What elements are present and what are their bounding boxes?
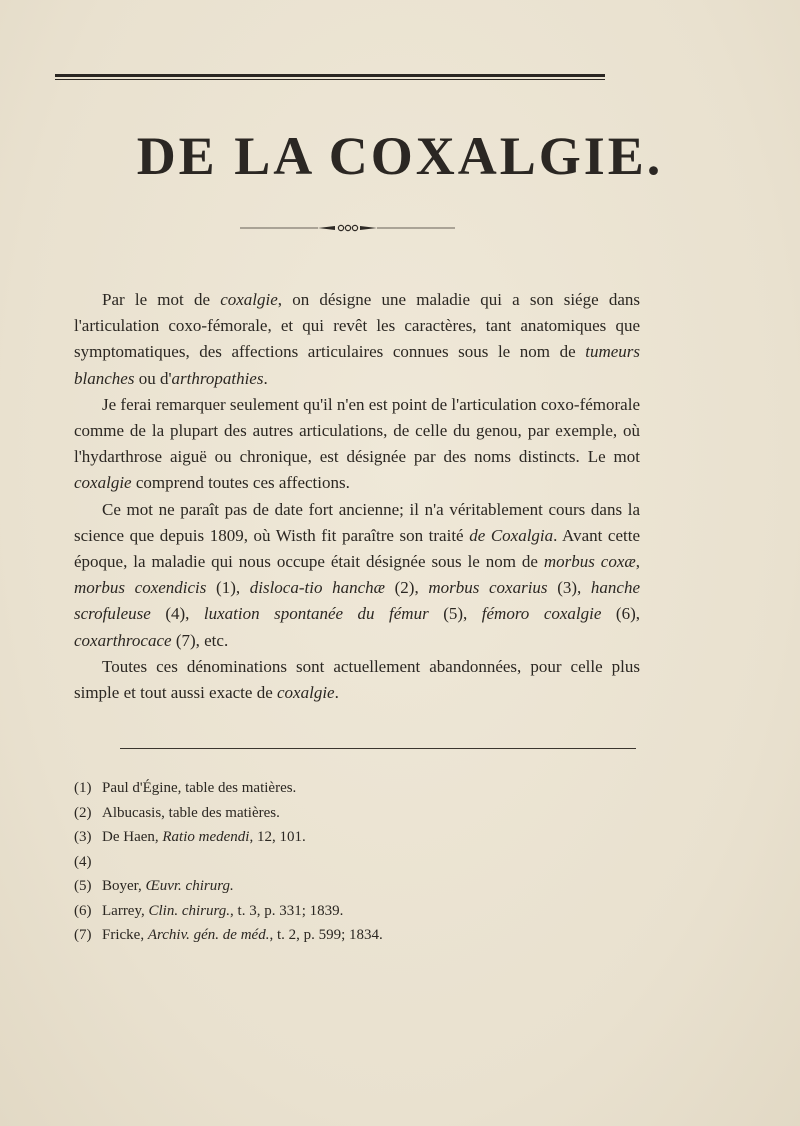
italic-text: Ratio medendi bbox=[162, 829, 250, 845]
italic-text: morbus coxendicis bbox=[74, 578, 207, 598]
italic-text: arthropathies bbox=[171, 368, 264, 388]
footnote-number: (6) bbox=[74, 902, 92, 919]
ornament-divider bbox=[240, 222, 455, 234]
footnote-number: (7) bbox=[74, 927, 92, 943]
text-run: Je ferai remarquer seulement qu'il n'en est point de l'articulation coxo-fémorale comme de la plupart des autres articulations, de celle du genou, par exemple, où l'hydarthrose aiguë ou chronique, est désignée par des noms distincts. Le mot bbox=[74, 394, 640, 467]
text-run: , on désigne une maladie qui a son siége dans l'articulation coxo-fémorale, et qui revêt les caractères, tant anatomiques que symptomatiques, des affections articulaires connues sous le nom de bbox=[74, 290, 640, 362]
paragraph bbox=[74, 497, 640, 654]
italic-text: coxalgie bbox=[277, 683, 335, 703]
text-run: (2), bbox=[385, 578, 429, 598]
text-run: Paul d'Égine, table des matières. bbox=[102, 780, 297, 796]
footnote-rule bbox=[120, 748, 636, 749]
footnotes bbox=[74, 776, 594, 948]
footnote-number: (4) bbox=[74, 853, 92, 870]
italic-text: coxalgie bbox=[74, 473, 132, 493]
italic-text: morbus coxarius bbox=[428, 578, 548, 598]
paragraph bbox=[74, 654, 640, 706]
text-run: comprend toutes ces affections. bbox=[131, 473, 350, 493]
header-rule bbox=[55, 74, 605, 80]
text-run: , t. 2, p. 599; 1834. bbox=[269, 927, 383, 943]
text-run: (1), bbox=[206, 578, 250, 598]
italic-text: fémoro coxalgie bbox=[481, 604, 602, 624]
text-run: . Avant cette époque, la maladie qui nous occupe était désignée sous le nom de bbox=[74, 525, 640, 572]
italic-text: coxarthrocace bbox=[74, 630, 172, 650]
text-run: (3), bbox=[547, 578, 591, 598]
text-run: De Haen, bbox=[102, 829, 163, 845]
italic-text: hanche scrofuleuse bbox=[74, 578, 641, 624]
footnote-item bbox=[74, 776, 594, 801]
text-run: . bbox=[263, 368, 268, 388]
text-run: Fricke, bbox=[102, 927, 148, 943]
text-run: (5), bbox=[428, 604, 482, 624]
italic-text: disloca-tio hanchæ bbox=[249, 578, 385, 598]
footnote-item bbox=[74, 923, 594, 948]
footnote-number: (3) bbox=[74, 829, 92, 845]
text-run: Larrey, bbox=[102, 902, 149, 919]
text-run: . bbox=[334, 683, 339, 703]
paragraph bbox=[74, 287, 640, 392]
text-run: Boyer, bbox=[102, 878, 146, 894]
text-run: Ce mot ne paraît pas de date fort ancienne; il n'a véritablement cours dans la science que depuis 1809, où Wisth fit paraître son traité bbox=[74, 499, 640, 545]
italic-text: luxation spontanée du fémur bbox=[203, 604, 429, 624]
text-run: , bbox=[635, 552, 640, 572]
text-run: Toutes ces dénominations sont actuellement abandonnées, pour celle plus simple et tout aussi exacte de bbox=[74, 656, 640, 703]
footnote-item bbox=[74, 899, 594, 924]
text-run: (7), etc. bbox=[171, 630, 229, 650]
main-text bbox=[74, 287, 640, 706]
footnote-number: (1) bbox=[74, 780, 92, 796]
text-run: ou d' bbox=[134, 368, 172, 388]
italic-text: de Coxalgia bbox=[469, 525, 554, 545]
footnote-item bbox=[74, 801, 594, 826]
paragraph bbox=[74, 392, 640, 497]
italic-text: Clin. chirurg. bbox=[148, 902, 231, 919]
page-title: DE LA COXALGIE. bbox=[136, 126, 664, 186]
italic-text: tumeurs blanches bbox=[74, 342, 640, 388]
text-run: (6), bbox=[601, 604, 640, 624]
italic-text: coxalgie bbox=[220, 290, 278, 309]
text-run: Par le mot de bbox=[102, 290, 221, 309]
italic-text: Archiv. gén. de méd. bbox=[147, 927, 270, 943]
italic-text: Œuvr. chirurg. bbox=[145, 878, 234, 894]
footnote-item bbox=[74, 850, 594, 875]
footnote-number: (2) bbox=[74, 804, 92, 821]
text-run: , t. 3, p. 331; 1839. bbox=[230, 902, 344, 919]
footnote-number: (5) bbox=[74, 878, 92, 894]
text-run: Albucasis, table des matières. bbox=[102, 804, 280, 821]
footnote-item bbox=[74, 874, 594, 899]
footnote-item bbox=[74, 825, 594, 850]
italic-text: morbus coxæ bbox=[543, 552, 636, 572]
text-run: , 12, 101. bbox=[249, 829, 306, 845]
text-run: (4), bbox=[150, 604, 204, 624]
